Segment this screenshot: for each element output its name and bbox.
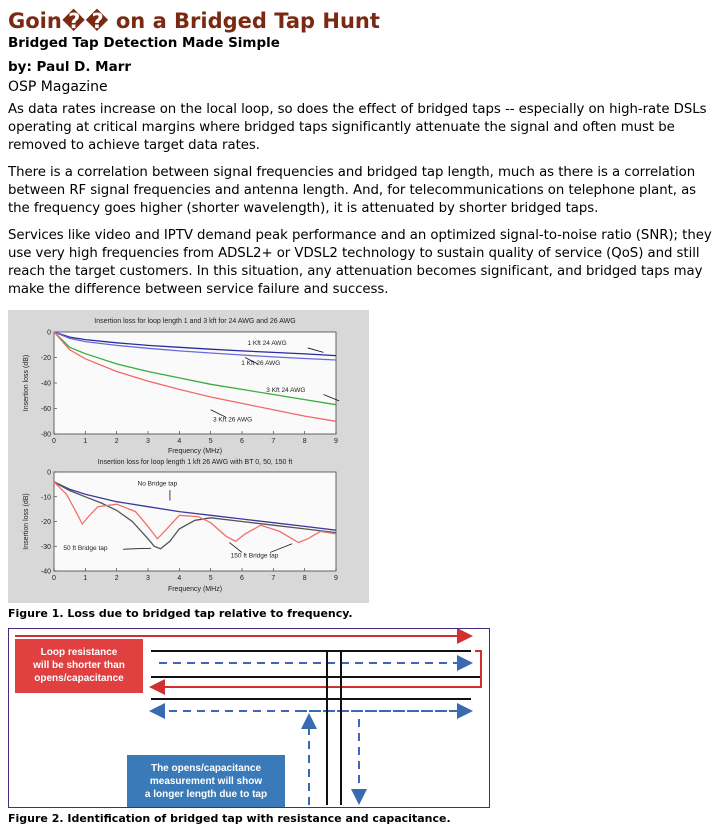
bottom-xtick-label: 6 bbox=[240, 575, 244, 582]
top-xtick-label: 3 bbox=[146, 438, 150, 445]
loop-label-1: Loop resistance bbox=[40, 647, 118, 658]
bottom-xtick-label: 4 bbox=[177, 575, 182, 582]
top-plot-area bbox=[54, 332, 336, 434]
top-xtick-label: 4 bbox=[177, 438, 182, 445]
bottom-xtick-label: 5 bbox=[208, 575, 213, 582]
bottom-ytick-label: -40 bbox=[40, 568, 51, 576]
bottom-annotation-50ft: 50 ft Bridge tap bbox=[63, 544, 108, 552]
figure-2-caption: Figure 2. Identification of bridged tap with resistance and capacitance. bbox=[8, 812, 451, 825]
top-xtick-label: 0 bbox=[52, 438, 56, 445]
top-xtick-label: 8 bbox=[302, 438, 307, 445]
figure-1-caption: Figure 1. Loss due to bridged tap relative to frequency. bbox=[8, 607, 353, 620]
bottom-xtick-label: 3 bbox=[146, 575, 150, 582]
bottom-ytick-label: -10 bbox=[40, 494, 51, 502]
bottom-plot-area bbox=[54, 472, 336, 571]
figure-2-svg bbox=[9, 629, 489, 807]
loop-label-2: will be shorter than bbox=[33, 660, 125, 671]
top-ytick-label: -60 bbox=[40, 406, 51, 413]
top-series-label-3: 3 Kft 26 AWG bbox=[213, 416, 253, 424]
top-ytick-label: -40 bbox=[40, 380, 51, 388]
bottom-ytick-label: -30 bbox=[40, 543, 51, 551]
bottom-ytick-label: 0 bbox=[47, 469, 51, 477]
bottom-ytick-label: -20 bbox=[40, 519, 51, 526]
top-xtick-label: 2 bbox=[114, 438, 119, 445]
top-xtick-label: 6 bbox=[240, 438, 244, 445]
publication-name: OSP Magazine bbox=[8, 79, 108, 95]
paragraph-3: Services like video and IPTV demand peak performance and an optimized signal-to-noise ratio (SNR); they use very high frequencies from ADSL2+ or VDSL2 technology to sustain quality of service (QoS) and still reach the target customers. In this situation, any attenuation becomes significant, and bridged taps may make the difference between service failure and success. bbox=[8, 228, 712, 297]
byline: by: Paul D. Marr bbox=[8, 59, 132, 75]
paragraph-2: There is a correlation between signal frequencies and bridged tap length, much as there is a correlation between RF signal frequencies and antenna length. And, for telecommunications on telephone plant, as the frequency goes higher (shorter wavelength), it is attenuated by shorter bridged taps. bbox=[8, 165, 697, 216]
bottom-xtick-label: 7 bbox=[271, 575, 276, 582]
top-xtick-label: 1 bbox=[83, 438, 88, 445]
top-yaxis-label: Insertion loss (dB) bbox=[23, 354, 30, 412]
paragraph-1: As data rates increase on the local loop, so does the effect of bridged taps -- especially on high-rate DSLs operating at critical margins where bridged taps significantly attenuate the signal and often must be removed to achieve target data rates. bbox=[8, 102, 707, 153]
bottom-annotation-no-tap: No Bridge tap bbox=[137, 480, 178, 488]
bottom-yaxis-label: Insertion loss (dB) bbox=[23, 493, 30, 550]
figure-2-diagram bbox=[8, 628, 490, 808]
article-subtitle: Bridged Tap Detection Made Simple bbox=[8, 35, 280, 51]
top-chart-title: Insertion loss for loop length 1 and 3 kft for 24 AWG and 26 AWG bbox=[94, 318, 296, 325]
top-ytick-label: -80 bbox=[40, 431, 51, 439]
top-xtick-label: 9 bbox=[334, 438, 338, 445]
top-ytick-label: 0 bbox=[47, 329, 51, 337]
top-series-label-0: 1 Kft 24 AWG bbox=[247, 339, 287, 347]
figure-1-chart bbox=[8, 310, 369, 603]
top-ytick-label: -20 bbox=[40, 355, 51, 362]
loop-return-bracket bbox=[475, 651, 481, 687]
top-series-label-2: 3 Kft 24 AWG bbox=[266, 386, 306, 394]
bottom-xtick-label: 8 bbox=[302, 575, 307, 582]
opens-label-1: The opens/capacitance bbox=[150, 763, 262, 774]
bottom-xtick-label: 0 bbox=[52, 575, 56, 582]
figure-1-svg bbox=[8, 310, 369, 603]
bottom-xtick-label: 1 bbox=[83, 575, 88, 582]
top-xaxis-label: Frequency (MHz) bbox=[167, 448, 223, 455]
opens-label-2: measurement will show bbox=[149, 776, 263, 787]
top-xtick-label: 5 bbox=[208, 438, 213, 445]
loop-label-3: opens/capacitance bbox=[34, 673, 124, 684]
opens-label-3: a longer length due to tap bbox=[144, 789, 268, 800]
bottom-xtick-label: 2 bbox=[114, 575, 119, 582]
bottom-chart-title: Insertion loss for loop length 1 kft 26 AWG with BT 0, 50, 150 ft bbox=[97, 459, 293, 466]
bottom-xaxis-label: Frequency (MHz) bbox=[167, 586, 223, 593]
bottom-xtick-label: 9 bbox=[334, 575, 338, 582]
bottom-annotation-150ft: 150 ft Bridge tap bbox=[230, 552, 279, 560]
top-xtick-label: 7 bbox=[271, 438, 276, 445]
article-title: Goin�� on a Bridged Tap Hunt bbox=[8, 9, 380, 33]
top-series-label-1: 1 Kft 26 AWG bbox=[241, 360, 281, 368]
